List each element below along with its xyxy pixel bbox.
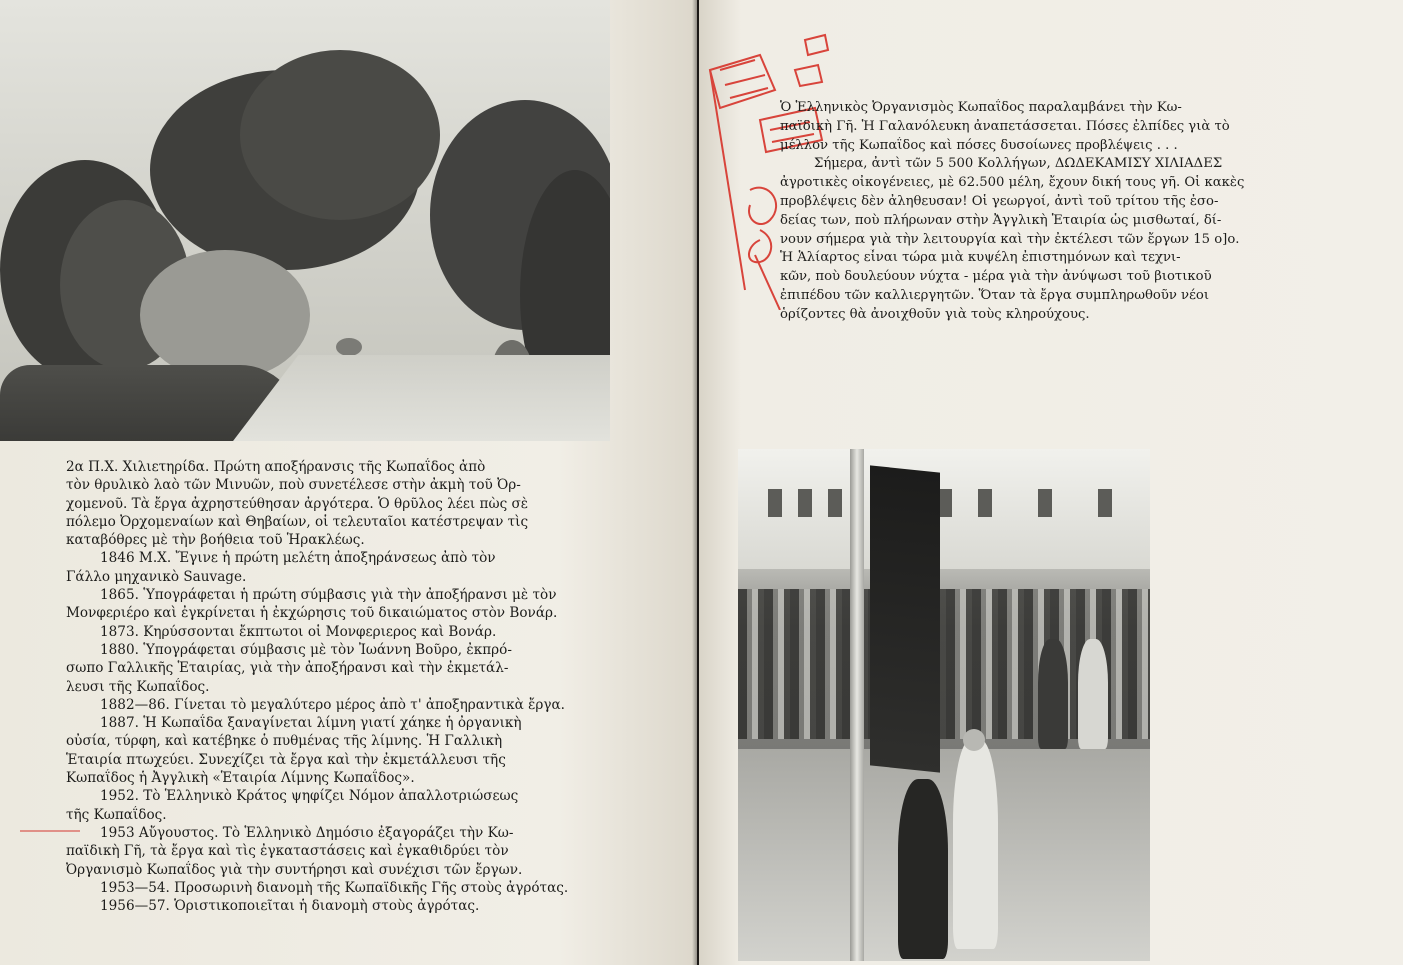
text-line: δείας των, ποὺ πλήρωναν στὴν Ἀγγλικὴ Ἑταιρία ὡς μισθωταί, δί- [780,212,1222,228]
chronology-text [66,458,606,915]
text-line: καταβόθρες μὲ τὴν βοήθεια τοῦ Ἡρακλέως. [66,532,365,549]
text-line: 1880. Ὑπογράφεται σύμβασις μὲ τὸν Ἰωάννη Βοῦρο, ἐκπρό- [100,641,512,658]
text-line: ὁρίζοντες θὰ ἀνοιχθοῦν γιὰ τοὺς κληρούχους. [780,306,1090,322]
text-line: Κωπαΐδος ἡ Ἀγγλικὴ «Ἑταιρία Λίμνης Κωπαΐδος». [66,770,415,787]
text-line: ἐπιπέδου τῶν καλλιεργητῶν. Ὅταν τὰ ἔργα συμπληρωθοῦν νέοι [780,287,1210,303]
left-page [0,0,697,965]
text-line: τῆς Κωπαΐδος. [66,806,167,823]
text-line: παϊδικὴ Γῆ. Ἡ Γαλανόλευκη ἀναπετάσσεται. Πόσες ἐλπίδες γιὰ τὸ [780,118,1230,134]
text-line: 1953 Αὔγουστος. Τὸ Ἑλληνικὸ Δημόσιο ἐξαγοράζει τὴν Κω- [100,824,514,841]
text-line: ἀγροτικὲς οἰκογένειες, μὲ 62.500 μέλη, ἔχουν δική τους γῆ. Οἱ κακὲς [780,175,1245,191]
text-line: Ἑταιρία πτωχεύει. Συνεχίζει τὰ ἔργα καὶ τὴν ἐκμετάλλευσι τῆς [66,751,506,768]
flag-raising-photo [738,449,1150,961]
text-line: νουν σήμερα γιὰ τὴν λειτουργία καὶ τὴν ἐκτέλεσι τῶν ἔργων 15 ο]ο. [780,231,1240,247]
text-line: χομενοῦ. Τὰ ἔργα ἀχρηστεύθησαν ἀργότερα. Ὁ θρῦλος λέει πὼς σὲ [66,495,529,512]
text-line: 1846 Μ.Χ. Ἔγινε ἡ πρώτη μελέτη ἀποξηράνσεως ἀπὸ τὸν [100,550,496,567]
text-line: Ὁ Ἑλληνικὸς Ὀργανισμὸς Κωπαΐδος παραλαμβάνει τὴν Κω- [780,100,1182,115]
text-line: 1953—54. Προσωρινὴ διανομὴ τῆς Κωπαϊδικῆς Γῆς στοὺς ἀγρότας. [100,879,569,896]
text-line: τὸν θρυλικὸ λαὸ τῶν Μινυῶν, ποὺ συνετέλεσε στὴν ἀκμὴ τοῦ Ὀρ- [66,477,521,494]
text-line: σωπο Γαλλικῆς Ἑταιρίας, γιὰ τὴν ἀποξήρανσι καὶ τὴν ἐκμετάλ- [66,660,509,677]
text-line: 1865. Ὑπογράφεται ἡ πρώτη σύμβασις γιὰ τὴν ἀποξήρανσι μὲ τὸν [100,587,557,604]
text-line: 1882—86. Γίνεται τὸ μεγαλύτερο μέρος ἀπὸ τ' ἀποξηραντικὰ ἔργα. [100,696,566,713]
text-line: Γάλλο μηχανικὸ Sauvage. [66,568,247,585]
text-line: οὐσία, τύρφη, καὶ κατέβηκε ὁ πυθμένας τῆς λίμνης. Ἡ Γαλλικὴ [66,733,503,750]
text-line: Ὀργανισμὸ Κωπαΐδος γιὰ τὴν συντήρησι καὶ συνέχισι τῶν ἔργων. [66,861,523,878]
text-line: λευσι τῆς Κωπαΐδος. [66,678,210,695]
text-line: 1873. Κηρύσσονται ἔκπτωτοι οἱ Μονφεριερος καὶ Βονάρ. [100,623,497,640]
text-line: Μονφεριέρο καὶ ἐγκρίνεται ἡ ἐκχώρησις τοῦ δικαιώματος στὸν Βονάρ. [66,605,558,622]
text-line: 1952. Τὸ Ἑλληνικὸ Κράτος ψηφίζει Νόμον ἀπαλλοτριώσεως [100,788,519,805]
red-pencil-mark [20,830,80,832]
text-line: 2α Π.Χ. Χιλιετηρίδα. Πρώτη αποξήρανσις τῆς Κωπαΐδος ἀπὸ [66,459,486,475]
text-line: Σήμερα, ἀντὶ τῶν 5 500 Κολλήγων, ΔΩΔΕΚΑΜΙΣΥ ΧΙΛΙΑΔΕΣ [814,156,1223,172]
text-line: παϊδικὴ Γῆ, τὰ ἔργα καὶ τὶς ἐγκαταστάσεις καὶ ἐγκαθιδρύει τὸν [66,843,509,860]
text-line: πόλεμο Ὀρχομεναίων καὶ Θηβαίων, οἱ τελευταῖοι κατέστρεψαν τὶς [66,513,529,530]
text-line: 1956—57. Ὁριστικοποιεῖται ἡ διανομὴ στοὺς ἀγρότας. [100,898,480,915]
garden-photo [0,0,610,441]
article-text [780,99,1325,325]
text-line: Ἡ Ἁλίαρτος εἶναι τώρα μιὰ κυψέλη ἐπιστημόνων καὶ τεχνι- [780,250,1181,266]
text-line: 1887. Ἡ Κωπαΐδα ξαναγίνεται λίμνη γιατί χάηκε ἡ ὀργανικὴ [100,715,522,732]
text-line: κῶν, ποὺ δουλεύουν νύχτα - μέρα γιὰ τὴν ἀνύψωσι τοῦ βιοτικοῦ [780,269,1212,285]
text-line: μέλλον τῆς Κωπαΐδος καὶ πόσες δυσοίωνες προβλέψεις . . . [780,137,1178,153]
text-line: προβλέψεις δὲν ἀληθευσαν! Οἱ γεωργοί, ἀντὶ τοῦ τρίτου τῆς ἐσο- [780,193,1219,209]
